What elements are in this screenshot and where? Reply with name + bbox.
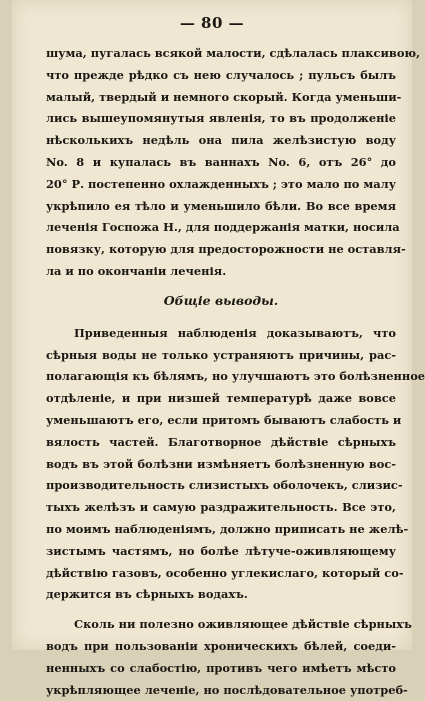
text-line: производительность слизистыхъ оболочекъ, слизис- xyxy=(46,478,403,493)
text-line: держится въ сѣрныхъ водахъ. xyxy=(46,587,248,602)
page-number: — 80 — xyxy=(179,14,245,32)
text-line: отдѣленіе, и при низшей температурѣ даже вовсе xyxy=(46,391,396,406)
text-line: повязку, которую для предосторожности не оставля- xyxy=(46,242,406,257)
text-line: водъ въ этой болѣзни измѣняетъ болѣзненную вос- xyxy=(46,456,396,471)
paragraph-case-continuation xyxy=(46,43,421,283)
text-line: укрѣпило ея тѣло и уменьшило бѣли. Во все время xyxy=(46,198,396,213)
section-heading: Общіе выводы. xyxy=(163,292,279,308)
text-line: Приведенныя наблюденія доказываютъ, что xyxy=(74,325,396,340)
text-line: вялость частей. Благотворное дѣйствіе сѣрныхъ xyxy=(46,434,396,449)
text-line: лись вышеупомянутыя явленія, то въ продолженіе xyxy=(46,111,396,126)
text-line: нѣсколькихъ недѣль она пила желѣзистую воду xyxy=(46,133,396,148)
paragraph-general-conclusions xyxy=(46,323,425,606)
text-line: шума, пугалась всякой малости, сдѣлалась плаксивою, xyxy=(46,46,421,60)
text-line: ла и по окончаніи леченія. xyxy=(46,263,227,278)
text-line: полагающія къ бѣлямъ, но улучшаютъ это болѣзненное xyxy=(46,369,425,384)
text-line: водъ при пользованіи хроническихъ бѣлей, соеди- xyxy=(46,638,396,653)
text-line: ненныхъ со слабостію, противъ чего имѣетъ мѣсто xyxy=(46,660,396,675)
text-line: уменьшаютъ его, если притомъ бываютъ слабость и xyxy=(46,412,402,427)
text-line: 20° Р. постепенно охлажденныхъ ; это мало по малу xyxy=(46,176,396,191)
book-page xyxy=(12,0,425,697)
text-line: малый, твердый и немного скорый. Когда уменьши- xyxy=(46,89,402,104)
page-text xyxy=(46,43,425,701)
text-line: что прежде рѣдко съ нею случалось ; пульсъ былъ xyxy=(46,67,396,82)
text-line: тыхъ желѣзъ и самую раздражительность. Все это, xyxy=(46,500,396,515)
paragraph-sulfur-waters xyxy=(46,614,412,701)
text-line: зистымъ частямъ, но болѣе лѣтуче-оживляющему xyxy=(46,543,396,558)
text-line: по моимъ наблюденіямъ, должно приписать не желѣ- xyxy=(46,521,409,536)
text-line: сѣрныя воды не только устраняютъ причины, рас- xyxy=(46,347,396,362)
paragraph-gap xyxy=(46,606,396,614)
text-line: No. 8 и купалась въ ваннахъ No. 6, отъ 26° до xyxy=(46,154,396,169)
text-line: Сколь ни полезно оживляющее дѣйствіе сѣрныхъ xyxy=(74,617,412,632)
text-line: леченія Госпожа Н., для поддержанія матки, носила xyxy=(46,220,400,235)
text-line: дѣйствію газовъ, особенно углекислаго, который со- xyxy=(46,565,404,580)
text-line: укрѣпляющее леченіе, но послѣдовательное употреб- xyxy=(46,682,408,697)
